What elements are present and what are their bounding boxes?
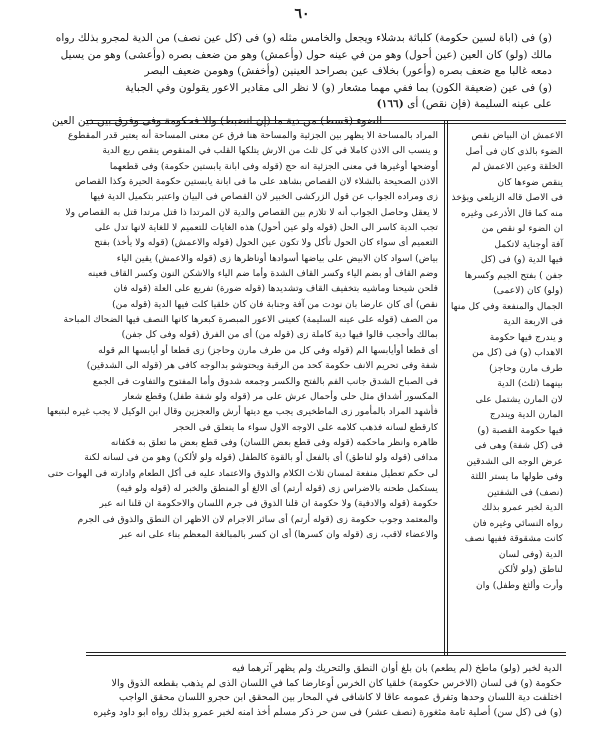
text-line: (و) فى (كل سن) أصلية تامة مثغورة (نصف عشر) فى سن حر ذكر مسلم أخذ امنه لخبر عمرو بذلك رواه ابو داود وغيره — [93, 706, 562, 718]
text-line: دمعه غالبا مع ضعف بصره (وأعور) بخلاف عين بصراحد العينين (وأخفش) وهومن ضعيف البصر — [144, 65, 552, 78]
text-line: ظاهره وانظر ماحكمه (قوله وفى قطع بعض اللسان) وفى قطع بعض ما تعلق به فكفانه — [110, 436, 438, 448]
text-line: لان المارن يشتمل على — [475, 393, 563, 405]
text-line: فلحن شيحنا وماشيه بتخفيف القاف وتشديدها (قوله ضورة) تفريع على العلة (قوله فان — [113, 283, 438, 295]
frame-rule — [86, 120, 566, 121]
text-line: المراد بالمساحة الا يظهر بين الجزئية والمساحة هنا فرق عن معنى المساحة أنه يعتبر قدر المقطوع — [68, 130, 438, 141]
text-line: فيها حكومة القصبة (و) — [477, 424, 563, 436]
text-line: (و) فى عين (ضعيفة الكون) بما ففي مهما مشعار (و) لا نظر الى مقادير الاعور يقولون وفي الجباية — [125, 81, 552, 94]
text-line: عرض الوجه الى الشدقين — [466, 455, 563, 467]
text-line: تجب الدية كاسر الى الحل (قوله ولو عين أحول) هذه الغايات للتعميم لا للغاية لانها تدل على — [94, 222, 438, 234]
text-line: المارن الدية ويندرج — [489, 409, 563, 420]
commentary-column — [47, 128, 438, 542]
text-line: الاعمش ان البياض نقص — [471, 130, 563, 141]
text-line: ينقص ضوءها كان — [497, 176, 563, 188]
text-line: لناطق (ولو لألكن — [498, 564, 563, 575]
frame-rule — [86, 652, 566, 653]
text-line: بينهما (ثلث) الدية — [497, 378, 563, 389]
text-line: الخلقة وعين الاعمش لم — [471, 161, 563, 172]
text-line: طرف مارن وحاجز) — [489, 362, 563, 374]
text-line: فيها الدية (و) فى (كل — [480, 254, 563, 265]
text-line: لا يعقل وحاصل الجواب أنه لا تلازم بين القصاص والدية لان المرتدا ذا قتل مرتدا قتل به القصاص ولا — [65, 206, 438, 218]
text-line: منه كما قال الأذرعى وغيره — [460, 207, 563, 219]
text-line: من الصف (قوله على عينه السليمة) كعينى الاعور المبصرة كبعرها كانها النصف فيها الضحاك المباحة — [63, 314, 438, 326]
text-line: الاهداب (و) فى (كل من — [472, 347, 563, 358]
text-line: بياض) اسواد كان الابيض على بياضها أسوادها أوناظرها زى (قوله والاعمش) يقين الياء — [116, 252, 438, 264]
text-line: رواه النسائي وغيره فان — [472, 517, 563, 529]
text-line: (نصف) فى الشفتين — [487, 486, 563, 498]
text-line: آفة أوجناية لاتكمل — [494, 238, 563, 250]
text-line: أوضحها أوغيرها في معنى الجزئية انه حج (قوله وفى ابانة يابستين حكومة) وفى قطعهما — [109, 160, 438, 172]
text-line: الاذن الصحيحة بالشلاء لان القصاص بشاهد على ما فى ابانة يابستين حكومة الحيرة وكذا القصاص — [75, 176, 438, 188]
text-line: فأشهد المراد بالمأمور زى الماطخيرى يجب مع ديتها أرش والعجزين وقال ابن الوكيل لا يجب غيره لبتبعها — [47, 406, 438, 418]
text-line: مدافى (قوله ولو لناطق) أى بالفعل أو بالقوة كالطفل (قوله ولو لألكن) وهو من فى لسانه لكنة — [84, 452, 438, 464]
text-line: حكومة (و) فى لسان (الاخرس حكومة) خلقيا كان الخرس أوعارضا كما في اللسان الذى لم يذهب بقطعه الذوق والا — [111, 677, 562, 689]
text-line: فى الاصل قاله الزيلعي ويؤخذ — [451, 192, 563, 203]
text-line: والمعتمد وجوب حكومة زى (قوله أرتم) أى سائر الاجرام لان الاظهر ان النطق والذوق فى الجرم — [77, 513, 438, 525]
lower-text-block — [44, 662, 562, 720]
text-line: مالك (ولو) كان العين (عين أحول) وهو من في عينه حول (وأعمش) وهو من ضعف بصره (وأعشى) وهو من يسيل — [60, 48, 552, 61]
main-text-column — [450, 128, 563, 593]
column-divider — [447, 120, 448, 656]
text-line: شفة وفى تحريم الانف حكومة كحد من الرقبة ويحتوشو بدالوجه كافى هر (قوله الى الشدقين) — [86, 360, 438, 372]
text-line: وأرت وألثغ وطفل) وان — [476, 579, 563, 591]
text-line: أى قطعا أوأيابسها الم (قوله وفي كل من طرف مارن وحاجز) زى قطعا أو أيابسها الم قوله — [98, 344, 438, 356]
chapter-mark: (١٦٦) — [376, 98, 404, 111]
text-line: فى (كل شفة) وهى فى — [474, 440, 563, 451]
text-line: يستكمل طحنه بالاضراس زى (قوله أرتم) أى الالغ أو المنطق والخبر له (قوله ولو فيه) — [116, 482, 438, 494]
text-line: و ينسب الى الاذن كاملا في كل ثلث من الارش يتلكها القلب في المنقوص ينقص ربع الدية — [102, 145, 438, 157]
text-line: بمالك وأحجب قالوا فيها دية كاملة زى (قوله من) أى من الفرق (قوله وفى كل جفن) — [121, 329, 438, 341]
upper-text-block — [52, 30, 552, 130]
text-line: زى ومراده الجواب عن قول الزركشى الخبير لان القصاص فى البيان واعتبر بتكميل الدية فيها — [90, 191, 438, 203]
text-line: الضوء بالذي كان فى أصل — [465, 145, 563, 157]
text-line: (و) فى (اباة لسين حكومة) كلباثة بدشلاء ويجعل والخامس مثله (و) فى (كل عين نصف) من الدية لمجرو بذلك رواه — [55, 32, 552, 44]
text-line: ان الضوء لو نقص من — [481, 223, 563, 234]
text-line: التعميم أى سواء كان الحول تأكل ولا تكون عين الحول (قوله والاعمش) (قوله ولا يأخذ) بفتح — [94, 237, 438, 249]
text-line: الضوء (قسط) من دية ما (إن انضبط) والا فحكومة وفى وفرق بين دين العين — [52, 114, 383, 127]
text-line: وفى طولها ما يستر اللثة — [470, 471, 563, 482]
text-line: الدية (وفى لسان — [498, 548, 563, 560]
text-line: حكومة (قوله والادفية) ولا حكومة ان قلنا الذوق فى جرم اللسان والاحكومة ان قلنا انه عبر — [99, 498, 438, 510]
text-line: (ولو) كان (لاعمى) — [493, 285, 563, 296]
page-number: ٦٠ — [294, 6, 310, 22]
frame-rule — [86, 123, 566, 124]
text-line: الدية لخبر عمرو بذلك — [481, 502, 563, 513]
text-line: المكسور أشداق مثل حلى وأحمال عرش على مر (قوله ولو شفة طفل) وقطع شعار — [122, 390, 438, 402]
text-line: اختلفت دية اللسان وحدها وتفرق عمومه عاقا لا كاشافى في المحار بين المحقق ابن حجرو اللسان محقق الواجب — [118, 692, 562, 704]
text-line: نقص) أى كان عارضا بان نودت من آفة وجنابة فان كان خلقيا كلت فيها الدية (قوله من) — [112, 298, 438, 310]
text-line: الجمال والمنفعة وفي كل منها — [450, 300, 563, 312]
frame-rule — [86, 655, 566, 656]
text-line: فى الاربعة الدية — [503, 316, 563, 327]
text-line: الدية لخبر (ولو) ماطخ (لم يطعم) بان بلغ أوان النطق والتحريك ولم يظهر آثرهما فيه — [232, 663, 562, 674]
text-line: و يندرج فيها حكومة — [489, 331, 563, 343]
text-line: فى الصباح الشدق جانب الفم بالفتح والكسر وجمعه شدوق وأما المفتوح والتفاوت فى الجمع — [92, 375, 438, 387]
text-line: جفن ) بفتح الجيم وكسرها — [464, 269, 563, 281]
text-line: كارقطع لسانه فذهب كلامه على الاوجه الاول سواء ما يتعلق فى الحجر — [173, 421, 438, 433]
column-divider — [444, 120, 445, 656]
text-line-part: على عينه السليمة (فإن نقص) أى — [407, 98, 552, 111]
text-line: كانت مشقوقة ففيها نصف — [464, 533, 563, 544]
text-line: لى حكم تعطيل منفعة لمسان ثلاث الكلام والذوق والاعتماد عليه فى أكل الطعام وادارته فى الهوات حتى — [47, 467, 438, 479]
text-line — [52, 96, 552, 113]
text-line: وضم القاف أو بضم الياء وكسر القاف الشدة وأما ضم الياء والاشكن النون وكسر القاف فعينه — [87, 268, 438, 280]
text-line: والاعضاء لاقب، زى (قوله وان كسرها) أى ان كسر بالمبالغة المعظم بناء على انه عبر — [119, 528, 438, 540]
